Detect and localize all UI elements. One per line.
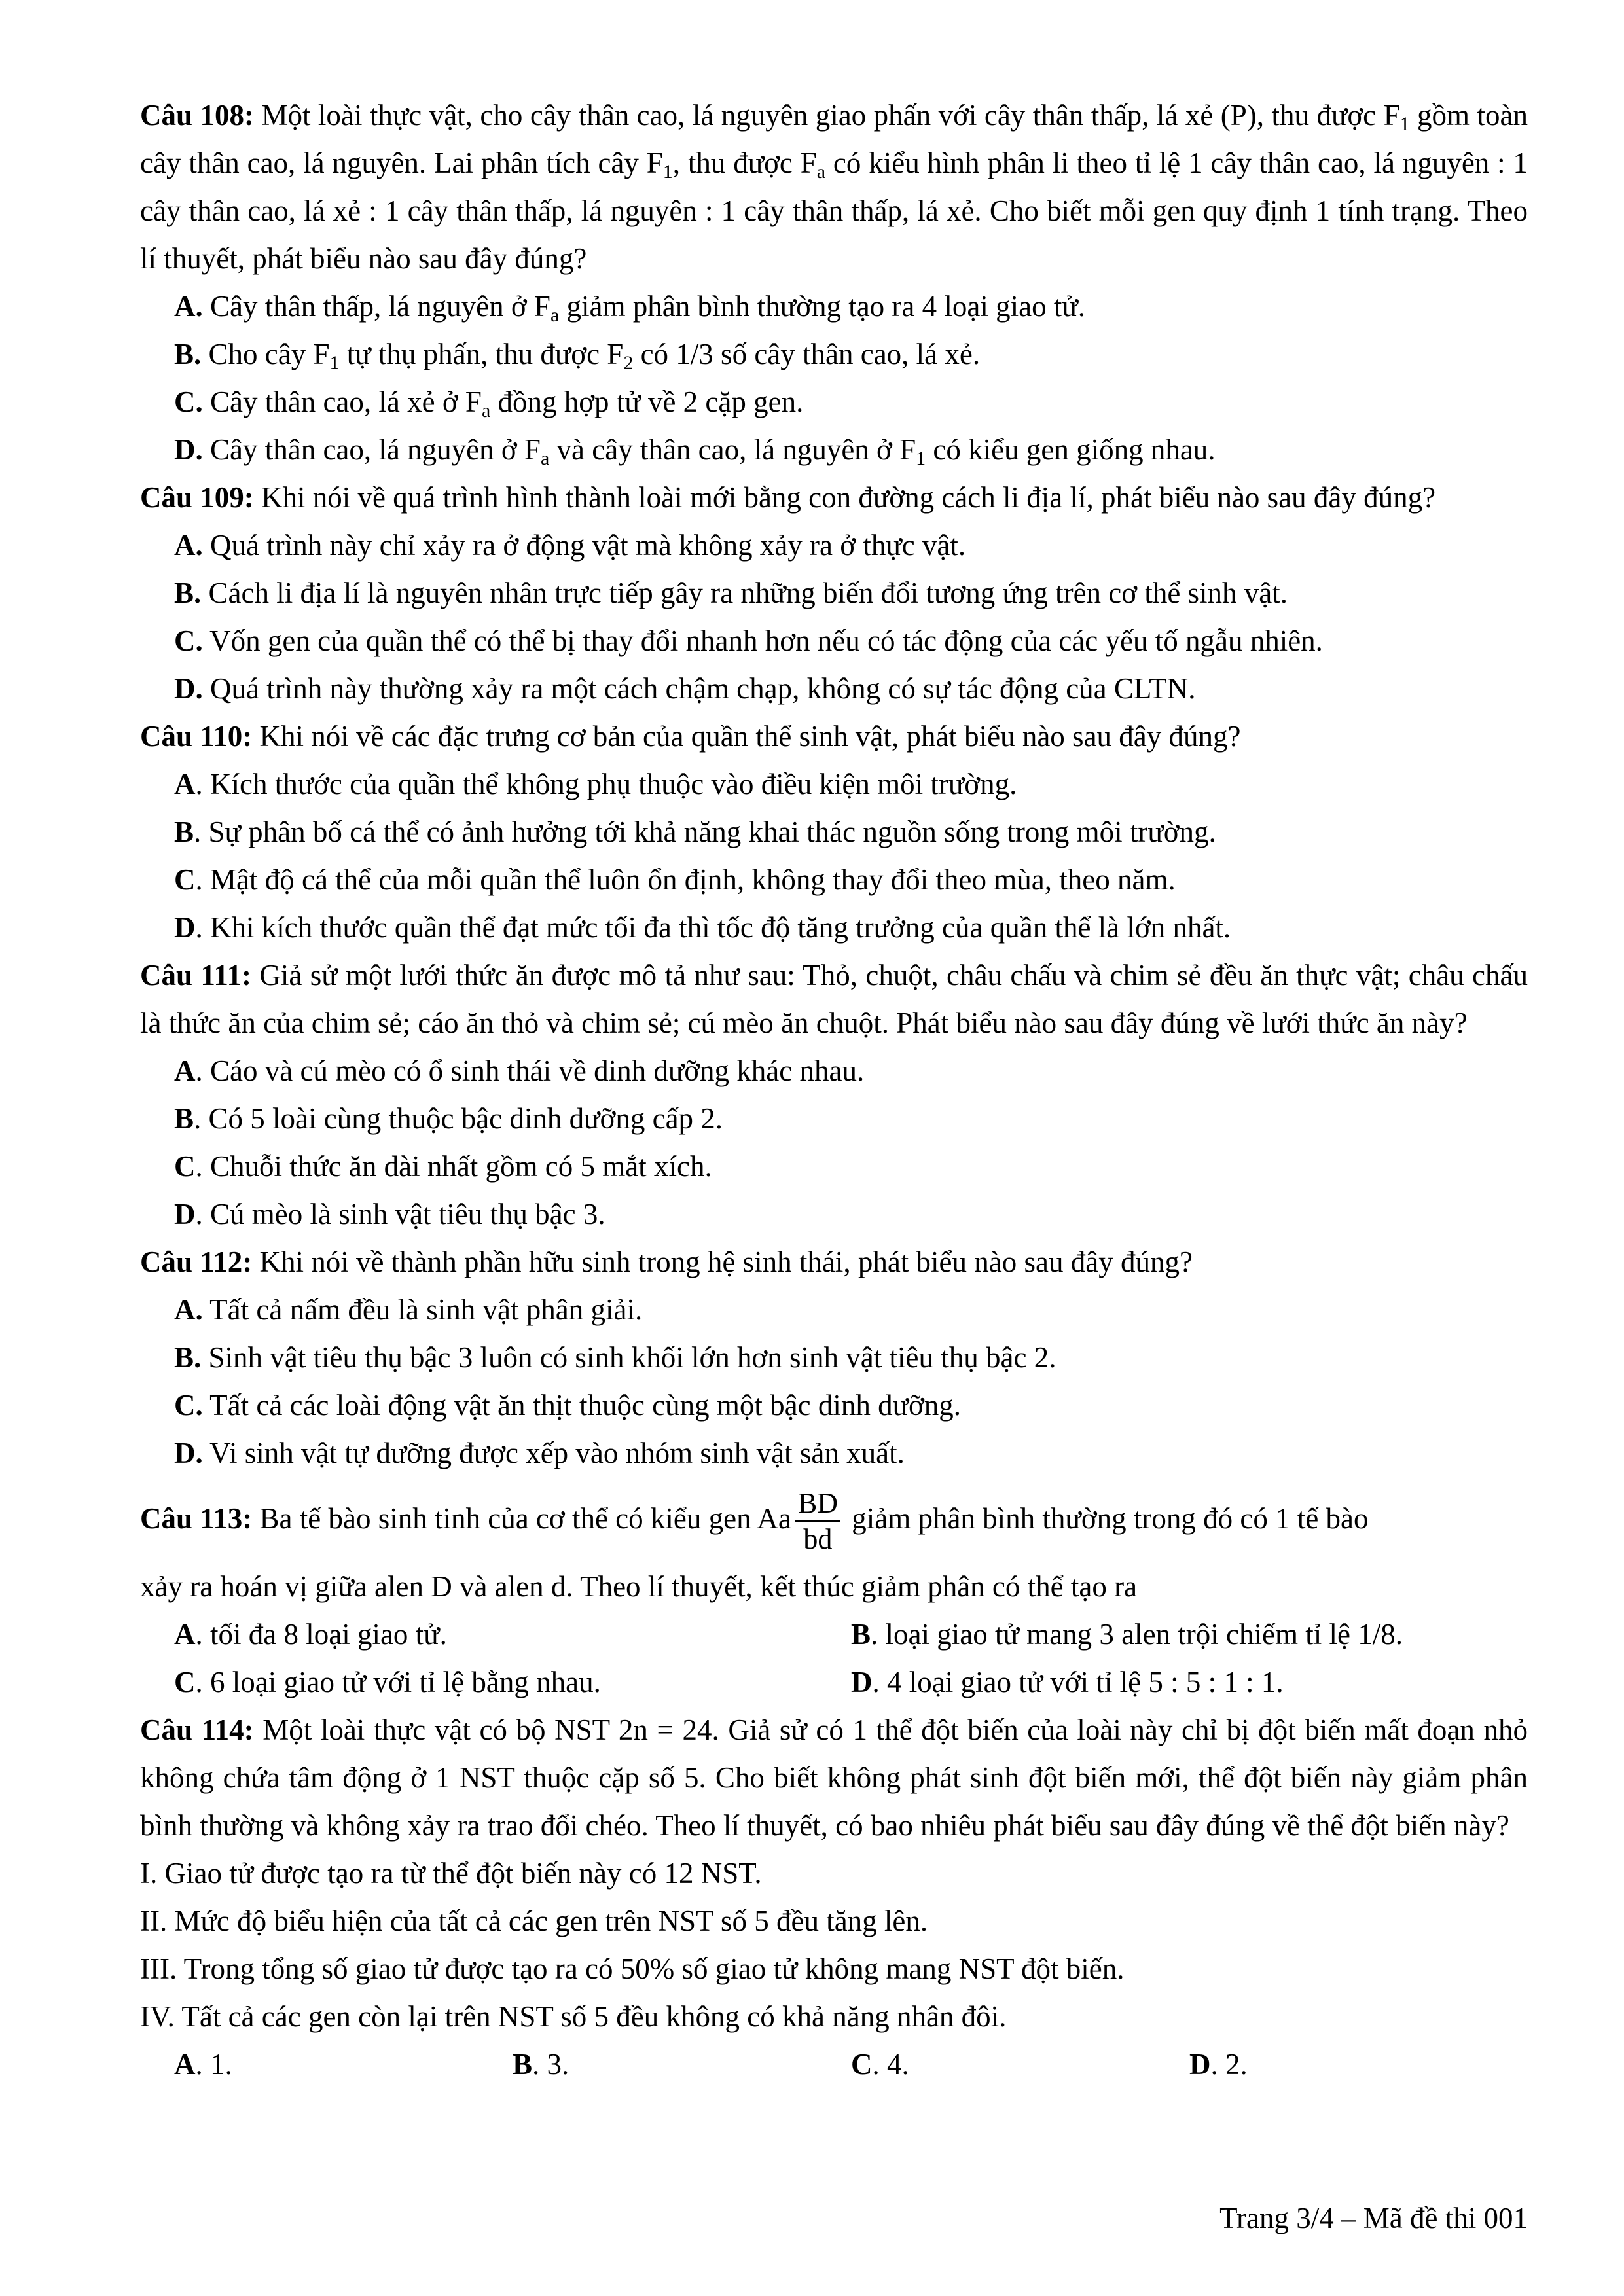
option-a: A. Tất cả nấm đều là sinh vật phân giải.	[174, 1293, 643, 1326]
option-b: B. 3.	[513, 2048, 569, 2081]
option-b: B. Sinh vật tiêu thụ bậc 3 luôn có sinh khối lớn hơn sinh vật tiêu thụ bậc 2.	[174, 1341, 1056, 1374]
option-c: C. Mật độ cá thể của mỗi quần thể luôn ổn định, không thay đổi theo mùa, theo năm.	[174, 863, 1176, 896]
question-112: Câu 112: Khi nói về thành phần hữu sinh trong hệ sinh thái, phát biểu nào sau đây đúng?	[140, 1246, 1193, 1278]
option-d: D. 2.	[1189, 2048, 1248, 2081]
option-a: A. Quá trình này chỉ xảy ra ở động vật mà không xảy ra ở thực vật.	[174, 529, 966, 562]
question-110: Câu 110: Khi nói về các đặc trưng cơ bản của quần thể sinh vật, phát biểu nào sau đây đúng?	[140, 720, 1241, 753]
option-a: A. Cáo và cú mèo có ổ sinh thái về dinh dưỡng khác nhau.	[174, 1054, 865, 1087]
exam-page	[140, 92, 1528, 2089]
statement-1: I. Giao tử được tạo ra từ thể đột biến này có 12 NST.	[140, 1857, 762, 1890]
question-label: Câu 110:	[140, 720, 253, 753]
question-label: Câu 109:	[140, 481, 254, 514]
option-d: D. Cây thân cao, lá nguyên ở $F_a$ và cây thân cao, lá nguyên ở $F_1$ có kiểu gen giống nhau.	[174, 433, 1216, 469]
option-d: D. Khi kích thước quần thể đạt mức tối đa thì tốc độ tăng trưởng của quần thể là lớn nhất.	[174, 911, 1231, 944]
option-d: D. Cú mèo là sinh vật tiêu thụ bậc 3.	[174, 1198, 605, 1230]
option-b: B. Cách li địa lí là nguyên nhân trực tiếp gây ra những biến đổi tương ứng trên cơ thể sinh vật.	[174, 577, 1288, 609]
question-111: Câu 111: Giả sử một lưới thức ăn được mô tả như sau: Thỏ, chuột, châu chấu và chim sẻ đều ăn thực vật; châu chấu là thức ăn của chim sẻ; cáo ăn thỏ và chim sẻ; cú mèo ăn chuột. Phát biểu nào sau đây đúng về lưới thức ăn này?	[140, 959, 1528, 1039]
option-a: A. tối đa 8 loại giao tử.	[174, 1618, 447, 1651]
option-c: C. 4.	[851, 2048, 909, 2081]
option-b: B. Cho cây $F_1$ tự thụ phấn, thu được $F_2$ có 1/3 số cây thân cao, lá xẻ.	[174, 338, 981, 374]
question-label: Câu 112:	[140, 1246, 253, 1278]
question-label: Câu 114:	[140, 1713, 254, 1746]
question-label: Câu 108:	[140, 99, 254, 132]
option-d: D. Quá trình này thường xảy ra một cách chậm chạp, không có sự tác động của CLTN.	[174, 672, 1196, 705]
option-c: C. Tất cả các loài động vật ăn thịt thuộc cùng một bậc dinh dưỡng.	[174, 1389, 962, 1422]
question-108: Câu 108: Một loài thực vật, cho cây thân cao, lá nguyên giao phấn với cây thân thấp, lá xẻ (P), thu được $F_1$ gồm toàn cây thân cao, lá nguyên. Lai phân tích cây $F_1$, thu được $F_a$ có kiểu hình phân li theo tỉ lệ 1 cây thân cao, lá nguyên : 1 cây thân cao, lá xẻ : 1 cây thân thấp, lá nguyên : 1 cây thân thấp, lá xẻ. Cho biết mỗi gen quy định 1 tính trạng. Theo lí thuyết, phát biểu nào sau đây đúng?	[140, 99, 1528, 275]
options-row	[140, 1611, 1528, 1659]
question-109: Câu 109: Khi nói về quá trình hình thành loài mới bằng con đường cách li địa lí, phát biểu nào sau đây đúng?	[140, 481, 1436, 514]
option-a: A. Cây thân thấp, lá nguyên ở $F_a$ giảm phân bình thường tạo ra 4 loại giao tử.	[174, 290, 1085, 326]
option-c: C. 6 loại giao tử với tỉ lệ bằng nhau.	[174, 1666, 601, 1698]
question-label: Câu 111:	[140, 959, 251, 992]
option-c: C. Vốn gen của quần thể có thể bị thay đổi nhanh hơn nếu có tác động của các yếu tố ngẫu nhiên.	[174, 624, 1323, 657]
statement-2: II. Mức độ biểu hiện của tất cả các gen trên NST số 5 đều tăng lên.	[140, 1905, 928, 1937]
genotype-fraction: $\frac{BD}{bd}$	[795, 1489, 840, 1554]
option-c: C. Chuỗi thức ăn dài nhất gồm có 5 mắt xích.	[174, 1150, 712, 1183]
options-row	[140, 1659, 1528, 1706]
option-b: B. loại giao tử mang 3 alen trội chiếm tỉ lệ 1/8.	[851, 1618, 1403, 1651]
option-a: A. 1.	[174, 2048, 232, 2081]
question-113-continued: xảy ra hoán vị giữa alen D và alen d. Theo lí thuyết, kết thúc giảm phân có thể tạo ra	[140, 1570, 1138, 1603]
question-label: Câu 113:	[140, 1501, 253, 1535]
options-row	[140, 2041, 1528, 2089]
question-114: Câu 114: Một loài thực vật có bộ NST 2n = 24. Giả sử có 1 thể đột biến của loài này chỉ bị đột biến mất đoạn nhỏ không chứa tâm động ở 1 NST thuộc cặp số 5. Cho biết không phát sinh đột biến mới, thể đột biến này giảm phân bình thường và không xảy ra trao đổi chéo. Theo lí thuyết, có bao nhiêu phát biểu sau đây đúng về thể đột biến này?	[140, 1713, 1528, 1842]
option-b: B. Có 5 loài cùng thuộc bậc dinh dưỡng cấp 2.	[174, 1102, 723, 1135]
option-d: D. Vi sinh vật tự dưỡng được xếp vào nhóm sinh vật sản xuất.	[174, 1437, 905, 1469]
question-113: Câu 113: Ba tế bào sinh tinh của cơ thể có kiểu gen Aa $\frac{BD}{bd}$ giảm phân bình thường trong đó có 1 tế bào	[140, 1487, 1369, 1555]
statement-3: III. Trong tổng số giao tử được tạo ra có 50% số giao tử không mang NST đột biến.	[140, 1952, 1125, 1985]
option-a: A. Kích thước của quần thể không phụ thuộc vào điều kiện môi trường.	[174, 768, 1017, 800]
option-b: B. Sự phân bố cá thể có ảnh hưởng tới khả năng khai thác nguồn sống trong môi trường.	[174, 816, 1216, 848]
option-c: C. Cây thân cao, lá xẻ ở $F_a$ đồng hợp tử về 2 cặp gen.	[174, 386, 804, 422]
statement-4: IV. Tất cả các gen còn lại trên NST số 5 đều không có khả năng nhân đôi.	[140, 2000, 1007, 2033]
option-d: D. 4 loại giao tử với tỉ lệ 5 : 5 : 1 : 1.	[851, 1666, 1284, 1698]
page-footer: Trang 3/4 – Mã đề thi 001	[1219, 2202, 1528, 2234]
